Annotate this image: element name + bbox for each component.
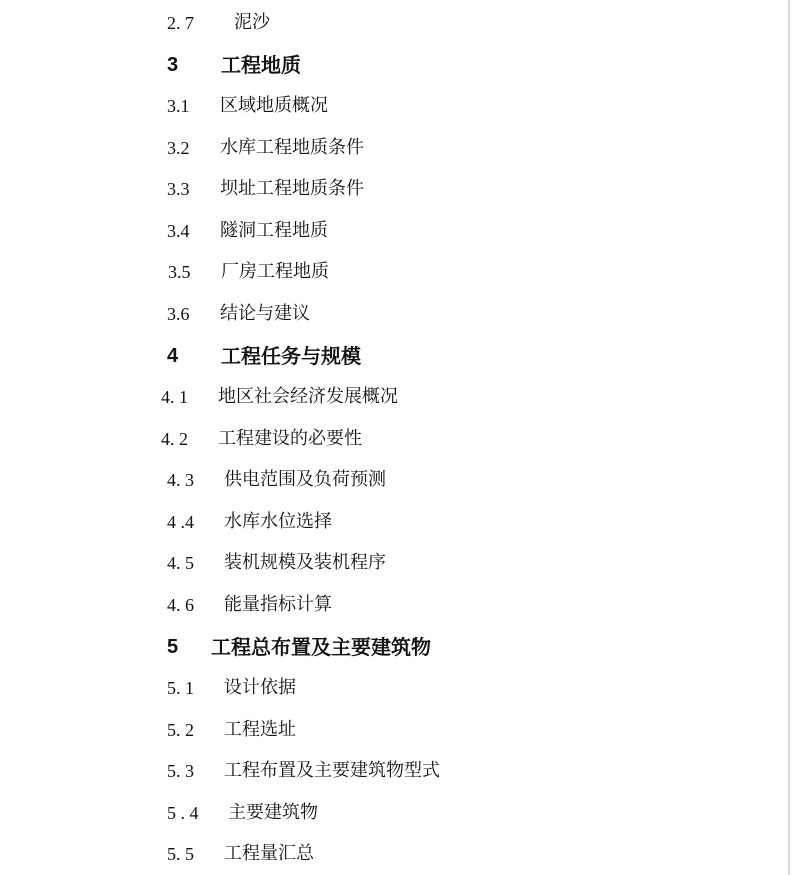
toc-number: 5 . 4 <box>167 803 199 823</box>
toc-title: 工程量汇总 <box>224 843 314 864</box>
toc-title: 泥沙 <box>234 12 270 33</box>
toc-title: 设计依据 <box>224 677 296 698</box>
toc-number: 5. 2 <box>167 720 194 740</box>
toc-title: 工程地质 <box>221 53 301 77</box>
toc-number: 3.2 <box>167 138 190 158</box>
toc-number: 2. 7 <box>167 13 194 33</box>
toc-title: 装机规模及装机程序 <box>224 552 386 573</box>
toc-title: 隧洞工程地质 <box>220 220 328 241</box>
toc-number: 3.1 <box>167 96 190 116</box>
toc-number: 4 .4 <box>167 512 194 532</box>
toc-number: 3 <box>167 54 179 76</box>
toc-title: 供电范围及负荷预测 <box>224 469 386 490</box>
toc-title: 工程总布置及主要建筑物 <box>211 635 431 659</box>
toc-number: 3.3 <box>167 179 190 199</box>
toc-title: 能量指标计算 <box>224 594 332 615</box>
toc-number: 4. 5 <box>167 553 194 573</box>
toc-title: 水库工程地质条件 <box>220 137 364 158</box>
toc-title: 结论与建议 <box>220 303 310 324</box>
toc-number: 4. 1 <box>161 387 188 407</box>
page-edge-divider <box>788 0 790 875</box>
toc-number: 5. 5 <box>167 844 194 864</box>
toc-number: 5 <box>167 636 179 658</box>
toc-title: 工程选址 <box>224 719 296 740</box>
toc-number: 3.4 <box>167 221 190 241</box>
toc-number: 4. 3 <box>167 470 194 490</box>
toc-title: 主要建筑物 <box>228 802 318 823</box>
toc-title: 工程布置及主要建筑物型式 <box>224 760 440 781</box>
toc-number: 5. 1 <box>167 678 194 698</box>
toc-title: 地区社会经济发展概况 <box>218 386 398 407</box>
toc-number: 4 <box>167 345 179 367</box>
toc-title: 工程任务与规模 <box>221 344 361 368</box>
toc-number: 3.5 <box>168 262 191 282</box>
toc-number: 4. 2 <box>161 429 188 449</box>
toc-title: 工程建设的必要性 <box>218 428 362 449</box>
toc-number: 3.6 <box>167 304 190 324</box>
toc-title: 水库水位选择 <box>224 511 332 532</box>
toc-title: 区域地质概况 <box>220 95 328 116</box>
toc-number: 4. 6 <box>167 595 194 615</box>
toc-title: 厂房工程地质 <box>221 261 329 282</box>
toc-number: 5. 3 <box>167 761 194 781</box>
toc-title: 坝址工程地质条件 <box>220 178 364 199</box>
